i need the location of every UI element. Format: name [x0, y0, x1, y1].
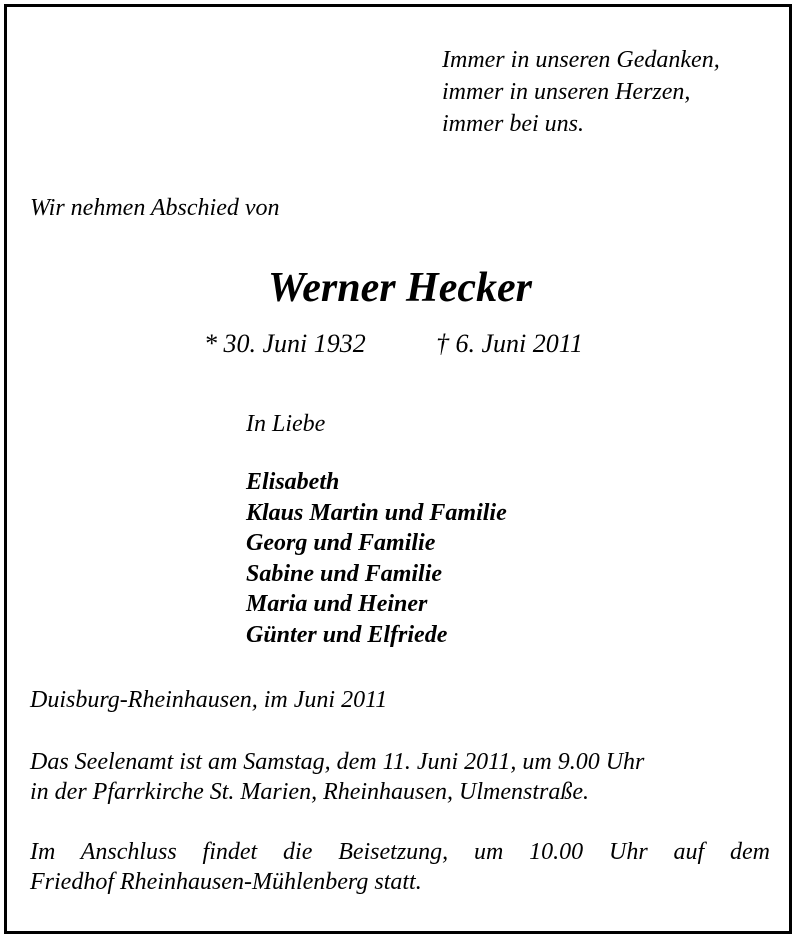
motto-line: Immer in unseren Gedanken,	[442, 47, 720, 73]
mourner-name: Klaus Martin und Familie	[246, 499, 507, 526]
place-date: Duisburg-Rheinhausen, im Juni 2011	[30, 687, 388, 713]
service-line: Das Seelenamt ist am Samstag, dem 11. Juni 2011, um 9.00 Uhr	[30, 749, 645, 775]
deceased-name: Werner Hecker	[268, 265, 532, 311]
service-line: in der Pfarrkirche St. Marien, Rheinhausen, Ulmenstraße.	[30, 779, 590, 805]
motto-line: immer bei uns.	[442, 111, 584, 137]
mourner-name: Elisabeth	[246, 469, 340, 495]
mourner-name: Günter und Elfriede	[246, 621, 448, 648]
mourners-list	[246, 467, 507, 650]
death-date: † 6. Juni 2011	[436, 329, 583, 358]
burial-line: Friedhof Rheinhausen-Mühlenberg statt.	[30, 869, 422, 895]
motto-verse	[442, 44, 720, 140]
motto-line: immer in unseren Herzen,	[442, 79, 691, 105]
burial-line: Im Anschluss findet die Beisetzung, um 10.00 Uhr auf dem	[30, 839, 770, 865]
birth-date: * 30. Juni 1932	[204, 329, 366, 358]
mourner-name: Sabine und Familie	[246, 560, 443, 587]
farewell-intro: Wir nehmen Abschied von	[30, 195, 280, 221]
mourner-name: Georg und Familie	[246, 530, 436, 556]
service-notice	[30, 747, 770, 807]
love-phrase: In Liebe	[246, 411, 326, 437]
burial-notice	[30, 837, 770, 897]
mourner-name: Maria und Heiner	[246, 591, 428, 617]
